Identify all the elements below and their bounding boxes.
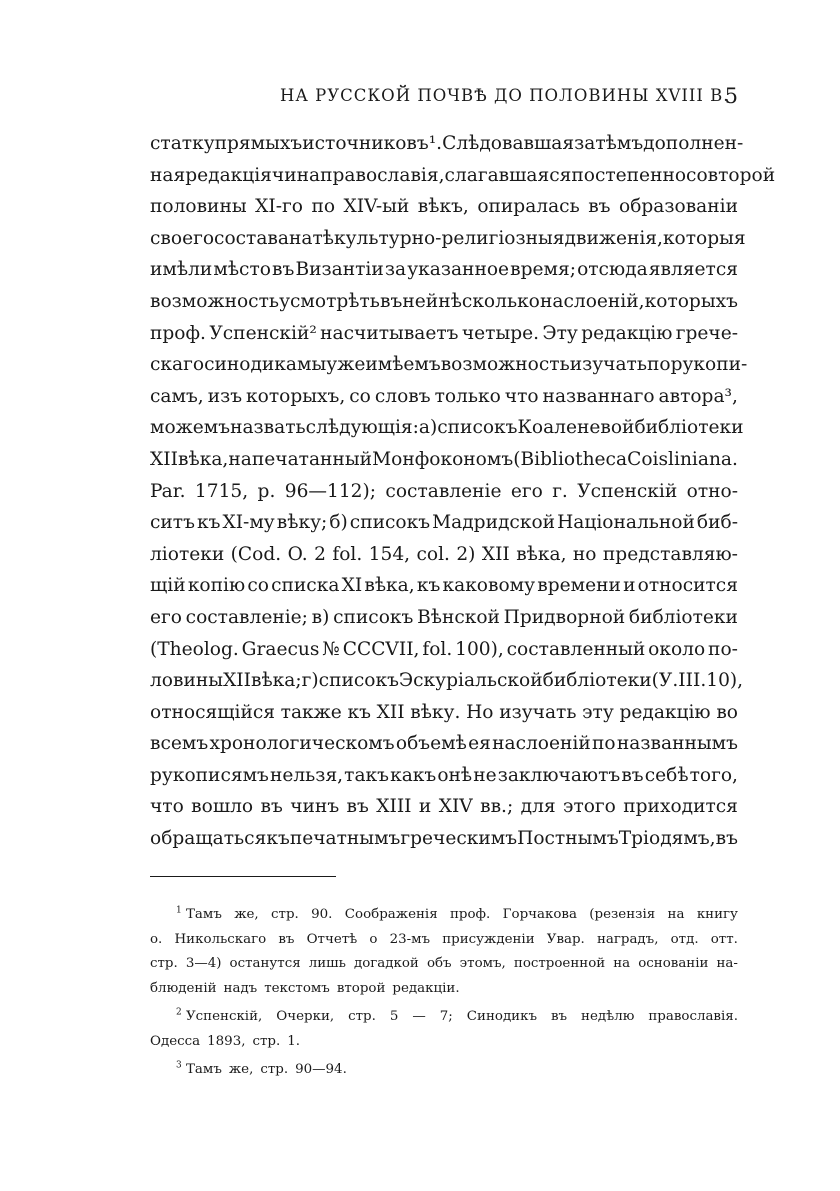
text-line: ная редакція чина православія, слагавшаяся постепенно со второй <box>150 164 776 186</box>
footnote-3: $^3$ Тамъ же, стр. 90—94. <box>176 1060 347 1077</box>
footnote-1: $^1$ Тамъ же, стр. 90. Соображенія проф. Горчакова (резензія на книгу о. Никольскаго въ Отчетѣ о 23-мъ присужденіи Увар. наградъ, отд. отт. стр. 3—4) останутся лишь догадкой объ этомъ, построенной на основаніи на- блюденій надъ текстомъ второй редакціи. <box>150 905 738 996</box>
footnote-divider <box>150 876 336 877</box>
text-line: всемъ хронологическомъ объемѣ ея наслоеній по названнымъ <box>150 733 738 755</box>
text-line: самъ, изъ которыхъ, со словъ только что названнаго автора³, <box>150 385 738 407</box>
text-line: что вошло въ чинъ въ XIII и XIV вв.; для этого приходится <box>150 796 738 818</box>
page-number: 5 <box>724 84 738 108</box>
text-line: имѣли мѣсто въ Византіи за указанное время; отсюда является <box>150 259 738 281</box>
footnotes <box>150 903 738 1083</box>
text-line: можемъ назвать слѣдующія: а) списокъ Коаленевой библіотеки <box>150 417 744 439</box>
text-line: ситъ къ XI-му вѣку; б) списокъ Мадридской Національной биб- <box>150 512 738 534</box>
text-line: своего состава на тѣ культурно-религіозныя движенія, которыя <box>150 227 746 249</box>
text-line: половины XI-го по XIV-ый вѣкъ, опиралась въ образованіи <box>150 196 738 218</box>
text-line: (Theolog. Graecus № CCCVII, fol. 100), составленный около по- <box>150 638 738 660</box>
text-line: ловины XII вѣка; г) списокъ Эскуріальской библіотеки (У. III. 10), <box>150 670 744 692</box>
running-title: НА РУССКОЙ ПОЧВѢ ДО ПОЛОВИНЫ XVIII В. <box>280 86 730 105</box>
text-line: скаго синодика мы уже имѣемъ возможность изучать по рукопи- <box>150 354 748 376</box>
page-header <box>150 86 738 114</box>
footnote-2: $^2$ Успенскій, Очерки, стр. 5 — 7; Синодикъ въ недѣлю православія. Одесса 1893, стр. 1. <box>150 1007 738 1049</box>
text-line: рукописямъ нельзя, такъ какъ онѣ не заключаютъ въ себѣ того, <box>150 764 738 786</box>
text-line: возможность усмотрѣть въ ней нѣсколько наслоеній, которыхъ <box>150 290 738 312</box>
main-text <box>150 128 776 855</box>
text-line: обращаться къ печатнымъ греческимъ Постнымъ Тріодямъ, въ <box>150 828 738 850</box>
text-line: относящійся также къ XII вѣку. Но изучать эту редакцію во <box>150 701 738 723</box>
text-line: щій копію со списка XI вѣка, къ каковому времени и относится <box>150 575 738 597</box>
text-line: статку прямыхъ источниковъ¹. Слѣдовавшая затѣмъ дополнен- <box>150 133 744 154</box>
text-line: его составленіе; в) списокъ Вѣнской Придворной библіотеки <box>150 606 738 628</box>
text-line: проф. Успенскій² насчитываетъ четыре. Эту редакцію грече- <box>150 322 738 344</box>
text-line: ліотеки (Cod. O. 2 fol. 154, col. 2) XII вѣка, но представляю- <box>150 543 738 565</box>
text-line: XII вѣка, напечатанный Монфокономъ (Bibliotheca Coisliniana. <box>150 448 738 470</box>
text-line: Par. 1715, p. 96—112); составленіе его г. Успенскій отно- <box>150 480 738 502</box>
